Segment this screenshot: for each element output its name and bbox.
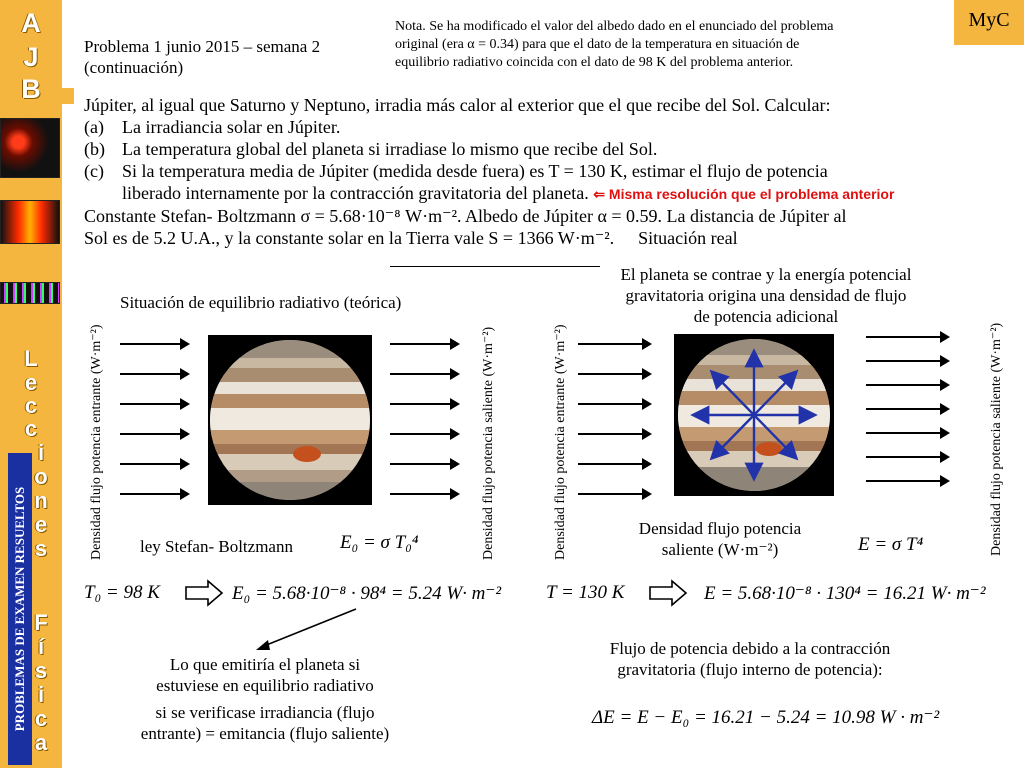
e-equation: E = σ T⁴ [858, 534, 924, 555]
pointer-arrow-icon [250, 606, 360, 654]
flux-line: gravitatoria (flujo interno de potencia): [617, 660, 883, 679]
incoming-arrow [120, 463, 188, 465]
outgoing-arrow [866, 432, 948, 434]
outgoing-arrow [390, 493, 458, 495]
jupiter-image [208, 335, 372, 505]
right-panel-heading [586, 264, 946, 327]
sidebar-letter: a [34, 730, 48, 755]
outgoing-arrow [390, 343, 458, 345]
delta-e-equation: ΔE = E − E₀ = 16.21 − 5.24 = 10.98 W · m⁻² [592, 707, 940, 728]
incoming-flux-label: Densidad flujo potencia entrante (W·m⁻²) [89, 324, 104, 560]
e0-equation: E₀ = 5.68·10⁻⁸ · 98⁴ = 5.24 W· m⁻² [232, 583, 502, 604]
jupiter-svg [209, 336, 371, 504]
divider [390, 266, 600, 267]
implies-arrow-icon [648, 578, 688, 608]
sidebar [0, 0, 62, 768]
heading-line: de potencia adicional [693, 307, 839, 326]
sidebar-letter: o [34, 464, 48, 489]
sidebar-letter: F [34, 610, 48, 635]
incoming-arrow [578, 493, 650, 495]
item-a [84, 116, 954, 138]
same-resolution-note: ⇐ Misma resolución que el problema anterior [593, 186, 895, 202]
explain-line: si se verificase irradiancia (flujo [155, 703, 375, 722]
flux-line: Flujo de potencia debido a la contracción [609, 639, 891, 658]
outgoing-flux-label: Densidad flujo potencia saliente (W·m⁻²) [989, 322, 1004, 556]
outgoing-arrow [390, 373, 458, 375]
sidebar-letter: e [24, 370, 38, 395]
label-line: Densidad flujo potencia [638, 519, 802, 538]
statement-intro: Júpiter, al igual que Saturno y Neptuno, irradia más calor al exterior que el que recibe del Sol. Calcular: [84, 95, 831, 115]
problem-statement [84, 94, 954, 249]
e-calc-equation: E = 5.68·10⁻⁸ · 130⁴ = 16.21 W· m⁻² [704, 583, 986, 604]
outgoing-arrow [866, 360, 948, 362]
item-label: (a) [84, 117, 104, 137]
sidebar-letter: i [37, 682, 45, 707]
incoming-flux-label: Densidad flujo potencia entrante (W·m⁻²) [553, 324, 568, 560]
incoming-arrow [120, 373, 188, 375]
outgoing-flux-label: Densidad flujo potencia saliente (W·m⁻²) [481, 326, 496, 560]
outgoing-arrow [390, 463, 458, 465]
outgoing-arrow [866, 336, 948, 338]
accent-mark [62, 88, 74, 104]
outgoing-arrow [866, 456, 948, 458]
jupiter-contracting-image [674, 334, 834, 496]
sidebar-letter: n [34, 488, 48, 513]
thumbnail-image [0, 118, 60, 178]
item-text: La irradiancia solar en Júpiter. [122, 117, 341, 137]
sidebar-letter: c [24, 393, 38, 418]
situacion-real-label: Situación real [638, 228, 738, 248]
incoming-arrow [120, 493, 188, 495]
incoming-arrow [120, 403, 188, 405]
myc-badge: MyC [954, 0, 1024, 45]
outgoing-arrow [866, 384, 948, 386]
sidebar-letter: c [24, 416, 38, 441]
outgoing-arrow [866, 408, 948, 410]
sidebar-letter: i [37, 440, 45, 465]
explain-line: Lo que emitiría el planeta si [169, 655, 361, 674]
heading-line: gravitatoria origina una densidad de flujo [625, 286, 907, 305]
incoming-arrow [578, 373, 650, 375]
constants-line: Constante Stefan- Boltzmann σ = 5.68·10⁻⁸ W·m⁻². Albedo de Júpiter α = 0.59. La distancia de Júpiter al [84, 206, 847, 226]
internal-flux-text [570, 638, 930, 680]
incoming-arrow [578, 463, 650, 465]
item-text: liberado internamente por la contracción gravitatoria del planeta. [122, 183, 589, 203]
sidebar-letter: c [34, 706, 48, 731]
title-line: Problema 1 junio 2015 – semana 2 [84, 37, 321, 56]
left-panel-heading: Situación de equilibrio radiativo (teórica) [120, 293, 402, 312]
sidebar-letter: í [37, 634, 45, 659]
incoming-arrow [120, 343, 188, 345]
law-label: ley Stefan- Boltzmann [140, 537, 293, 556]
constants-text: Sol es de 5.2 U.A., y la constante solar en la Tierra vale S = 1366 W·m⁻². [84, 228, 615, 248]
sidebar-letter: B [21, 74, 41, 104]
outgoing-arrow [390, 403, 458, 405]
label-line: saliente (W·m⁻²) [661, 540, 779, 559]
banner-text: PROBLEMAS DE EXAMEN RESUELTOS [12, 486, 27, 732]
item-text: La temperatura global del planeta si irradiase lo mismo que recibe del Sol. [122, 139, 658, 159]
item-label: (b) [84, 139, 105, 159]
note-line: Nota. Se ha modificado el valor del albedo dado en el enunciado del problema [395, 19, 834, 34]
heading-line: El planeta se contrae y la energía potencial [620, 265, 912, 284]
explain-line: entrante) = emitancia (flujo saliente) [140, 724, 390, 743]
item-c [84, 160, 954, 182]
outgoing-density-label [610, 518, 830, 560]
jupiter-svg [675, 335, 833, 495]
incoming-arrow [578, 403, 650, 405]
sidebar-letter: s [34, 536, 48, 561]
item-text: Si la temperatura media de Júpiter (medida desde fuera) es T = 130 K, estimar el flujo de potencia [122, 161, 828, 181]
sidebar-letter: J [23, 42, 39, 72]
sidebar-letter: L [24, 346, 38, 371]
law-equation: E₀ = σ T₀⁴ [340, 532, 419, 553]
item-c-cont [84, 182, 954, 205]
incoming-arrow [578, 343, 650, 345]
vertical-banner [8, 453, 32, 765]
item-b [84, 138, 954, 160]
problem-title [84, 36, 320, 78]
outgoing-arrow [866, 480, 948, 482]
thumbnail-image [0, 282, 60, 304]
t0-equation: T₀ = 98 K [84, 582, 160, 603]
title-line: (continuación) [84, 58, 184, 77]
note-line: original (era α = 0.34) para que el dato de la temperatura en situación de [395, 37, 800, 52]
sidebar-letter: s [34, 658, 48, 683]
equilibrium-explanation [120, 654, 410, 744]
note [395, 18, 937, 72]
implies-arrow-icon [184, 578, 224, 608]
t-equation: T = 130 K [546, 582, 625, 603]
explain-line: estuviese en equilibrio radiativo [156, 676, 374, 695]
outgoing-arrow [390, 433, 458, 435]
item-label: (c) [84, 161, 104, 181]
constants-line-2 [84, 227, 954, 249]
incoming-arrow [578, 433, 650, 435]
sidebar-letter: e [34, 512, 48, 537]
incoming-arrow [120, 433, 188, 435]
sidebar-letter: A [21, 8, 41, 38]
note-line: equilibrio radiativo coincida con el dato de 98 K del problema anterior. [395, 55, 794, 70]
thumbnail-image [0, 200, 60, 244]
